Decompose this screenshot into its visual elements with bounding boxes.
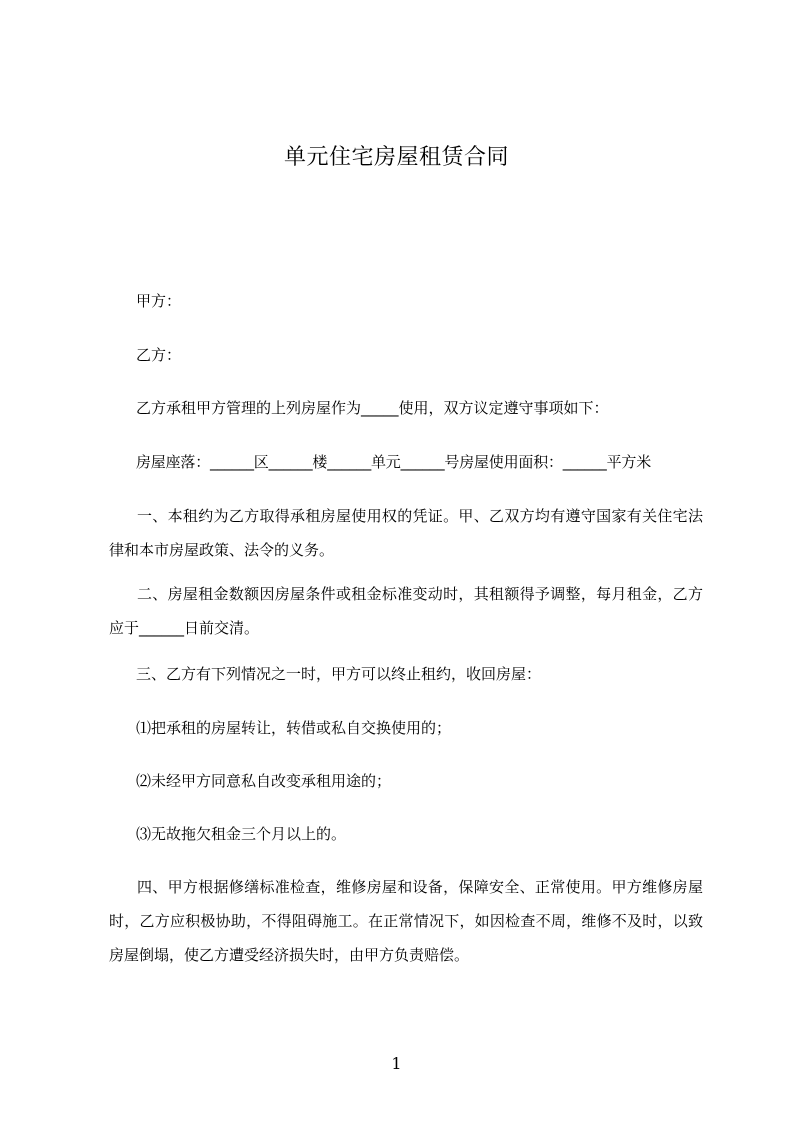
clause-4: 四、甲方根据修缮标准检查，维修房屋和设备，保障安全、正常使用。甲方维修房屋时，乙方应积极协助，不得阻碍施工。在正常情况下，如因检查不周，维修不及时，以致房屋倒塌，使乙方遭受经济损失时，由甲方负责赔偿。	[109, 878, 703, 964]
clause-3-item-3: ⑶无故拖欠租金三个月以上的。	[136, 825, 347, 843]
clause-3-item-1: ⑴把承租的房屋转让，转借或私自交换使用的；	[136, 719, 452, 737]
clause-2: 二、房屋租金数额因房屋条件或租金标准变动时，其租额得予调整，每月租金，乙方应于______日前交清。	[109, 585, 703, 637]
party-b-label: 乙方：	[136, 346, 182, 364]
location-line: 房屋座落：______区______楼______单元______号房屋使用面积：______平方米	[136, 453, 652, 471]
party-a-label: 甲方：	[136, 292, 182, 310]
clause-3-item-2: ⑵未经甲方同意私自改变承租用途的；	[136, 772, 392, 790]
document-title: 单元住宅房屋租赁合同	[283, 145, 509, 170]
clause-1: 一、本租约为乙方取得承租房屋使用权的凭证。甲、乙双方均有遵守国家有关住宅法律和本市房屋政策、法令的义务。	[109, 507, 703, 559]
page-number: 1	[391, 1054, 402, 1073]
clause-3: 三、乙方有下列情况之一时，甲方可以终止租约，收回房屋：	[136, 665, 542, 683]
intro-paragraph: 乙方承租甲方管理的上列房屋作为_____使用，双方议定遵守事项如下：	[136, 399, 609, 417]
